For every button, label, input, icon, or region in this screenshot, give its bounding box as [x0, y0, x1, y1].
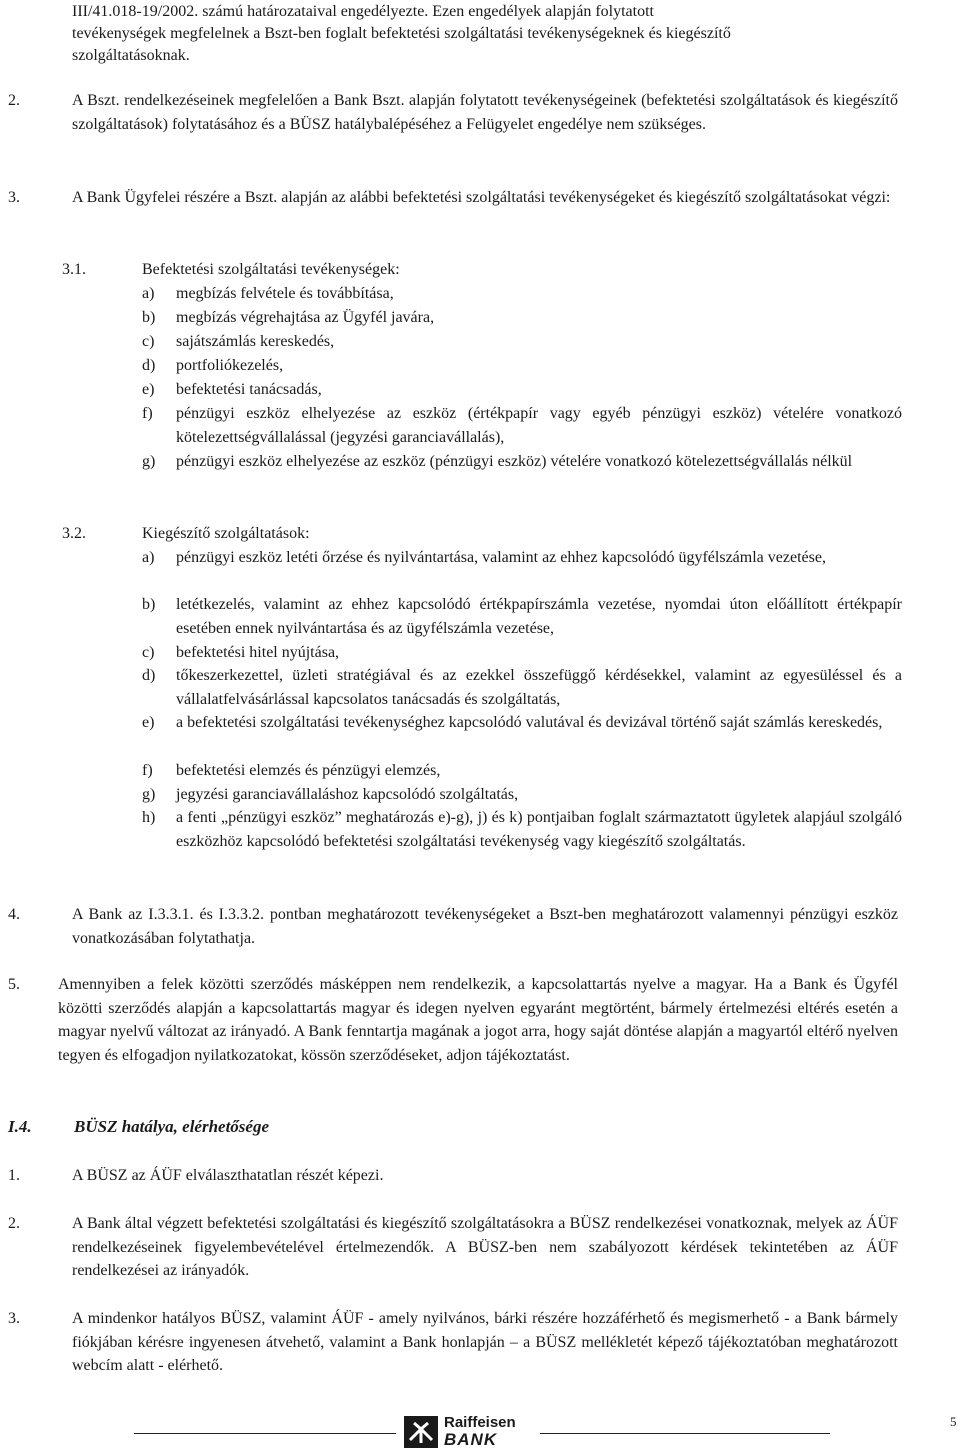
item-text: A mindenkor hatályos BÜSZ, valamint ÁÜF - amely nyilvános, bárki részére hozzáférhető és megismerhető - a Bank bármely fiókjában kérésre ingyenesen átvehető, valamint a Bank honlapján – a BÜSZ mellékletét képező tájékoztatóban meghatározott webcím alatt - elérhető. — [72, 1310, 898, 1374]
list-text: portfoliókezelés, — [176, 357, 284, 374]
list-label: c) — [142, 333, 155, 350]
list-item — [142, 783, 902, 807]
list-item — [142, 593, 902, 640]
list-item — [142, 759, 902, 783]
item-number: 3. — [8, 189, 20, 206]
list-text: a fenti „pénzügyi eszköz” meghatározás e)-g), j) és k) pontjaiban foglalt származtatott ügyletek alapjául szolgáló eszközhöz kapcsolódó befektetési szolgáltatási tevékenység vagy kiegészítő szolgáltatás. — [176, 809, 902, 850]
item-text: A Bank által végzett befektetési szolgáltatási és kiegészítő szolgáltatásokra a BÜSZ rendelkezései vonatkoznak, melyek az ÁÜF rendelkezéseinek figyelembevételével értelmezendők. A BÜSZ-ben nem szabályozott kérdések tekintetében az ÁÜF rendelkezései az irányadók. — [72, 1215, 898, 1279]
list-text: megbízás végrehajtása az Ügyfél javára, — [176, 309, 435, 326]
list-text: tőkeszerkezettel, üzleti stratégiával és az ezekkel összefüggő kérdésekkel, valamint az egyesüléssel és a vállalatfelvásárlással kapcsolatos tanácsadás és szolgáltatás, — [176, 667, 902, 708]
list-item — [142, 330, 902, 354]
intro-line-3: szolgáltatásoknak. — [72, 47, 190, 64]
subsection-number: 3.2. — [62, 525, 86, 542]
list-label: e) — [142, 381, 155, 398]
list-label: h) — [142, 809, 156, 826]
list-text: letétkezelés, valamint az ehhez kapcsolódó értékpapírszámla vezetése, nyomdai úton előállított értékpapír esetében ennek nyilvántartása és az ügyfélszámla vezetése, — [176, 596, 902, 637]
item-text: Amennyiben a felek közötti szerződés másképpen nem rendelkezik, a kapcsolattartás nyelve a magyar. Ha a Bank és Ügyfél közötti szerződés alapján a kapcsolattartás magyar és idegen nyelven egyaránt megtörtént, bármely értelmezési eltérés esetén a magyar nyelvű változat az irányadó. A Bank fenntartja magának a jogot arra, hogy saját döntése alapján a magyartól eltérő nyelven tegyen és elfogadjon nyilatkozatokat, kössön szerződéseket, adjon tájékoztatást. — [58, 976, 898, 1064]
list-label: c) — [142, 644, 155, 661]
list-text: sajátszámlás kereskedés, — [176, 333, 335, 350]
item-number: 2. — [8, 1215, 20, 1232]
list-label: g) — [142, 453, 156, 470]
section-title: BÜSZ hatálya, elérhetősége — [74, 1117, 270, 1136]
list-label: a) — [142, 285, 155, 302]
logo-line-1: Raiffeisen — [444, 1414, 516, 1431]
subsection-title: Kiegészítő szolgáltatások: — [142, 525, 310, 542]
section-number: I.4. — [8, 1117, 32, 1136]
list-item — [142, 664, 902, 711]
list-label: d) — [142, 667, 156, 684]
item-number: 1. — [8, 1167, 20, 1184]
list-label: d) — [142, 357, 156, 374]
raiffeisen-logo — [404, 1414, 536, 1450]
logo-line-2: BANK — [444, 1430, 498, 1449]
list-item — [142, 282, 902, 306]
subsection-title: Befektetési szolgáltatási tevékenységek: — [142, 261, 400, 278]
list-label: e) — [142, 714, 155, 731]
gable-cross-icon — [404, 1416, 438, 1448]
list-item — [142, 354, 902, 378]
list-item — [142, 402, 902, 449]
list-text: befektetési hitel nyújtása, — [176, 644, 340, 661]
list-item — [142, 378, 902, 402]
list-text: befektetési elemzés és pénzügyi elemzés, — [176, 762, 441, 779]
list-item — [142, 306, 902, 330]
logo-wordmark — [444, 1414, 516, 1448]
item-text: A Bank Ügyfelei részére a Bszt. alapján az alábbi befektetési szolgáltatási tevékenységeket és kiegészítő szolgáltatásokat végzi: — [72, 189, 891, 206]
list-label: f) — [142, 762, 153, 779]
subsection-number: 3.1. — [62, 261, 86, 278]
intro-line-2: tevékenységek megfelelnek a Bszt-ben foglalt befektetési szolgáltatási tevékenységeknek és kiegészítő — [72, 25, 731, 42]
list-label: a) — [142, 549, 155, 566]
list-item — [142, 711, 902, 735]
list-text: megbízás felvétele és továbbítása, — [176, 285, 394, 302]
footer-rule-left — [134, 1433, 396, 1434]
item-number: 4. — [8, 906, 20, 923]
list-item — [142, 806, 902, 853]
list-label: b) — [142, 309, 156, 326]
footer-rule-right — [540, 1433, 830, 1434]
list-item — [142, 641, 902, 665]
item-number: 5. — [8, 976, 20, 993]
intro-line-1: III/41.018-19/2002. számú határozataival engedélyezte. Ezen engedélyek alapján folytatott — [72, 3, 654, 20]
list-item — [142, 450, 902, 474]
list-label: g) — [142, 786, 156, 803]
item-number: 3. — [8, 1310, 20, 1327]
item-number: 2. — [8, 92, 20, 109]
list-text: jegyzési garanciavállaláshoz kapcsolódó szolgáltatás, — [176, 786, 519, 803]
list-text: a befektetési szolgáltatási tevékenységhez kapcsolódó valutával és devizával történő saját számlás kereskedés, — [176, 714, 883, 731]
list-item — [142, 546, 902, 570]
page-number: 5 — [950, 1414, 957, 1429]
list-text: pénzügyi eszköz elhelyezése az eszköz (pénzügyi eszköz) vételére vonatkozó kötelezettségvállalás nélkül — [176, 453, 853, 470]
item-text: A Bszt. rendelkezéseinek megfelelően a Bank Bszt. alapján folytatott tevékenységeinek (befektetési szolgáltatások és kiegészítő szolgáltatások) folytatásához és a BÜSZ hatálybalépéséhez a Felügyelet engedélye nem szükséges. — [72, 92, 898, 133]
item-text: A BÜSZ az ÁÜF elválaszthatatlan részét képezi. — [72, 1167, 384, 1184]
item-text: A Bank az I.3.3.1. és I.3.3.2. pontban meghatározott tevékenységeket a Bszt-ben meghatározott valamennyi pénzügyi eszköz vonatkozásában folytathatja. — [72, 906, 898, 947]
list-text: pénzügyi eszköz elhelyezése az eszköz (értékpapír vagy egyéb pénzügyi eszköz) vételére vonatkozó kötelezettségvállalással (jegyzési garanciavállalás), — [176, 405, 902, 446]
list-label: b) — [142, 596, 156, 613]
list-text: befektetési tanácsadás, — [176, 381, 322, 398]
list-label: f) — [142, 405, 153, 422]
list-text: pénzügyi eszköz letéti őrzése és nyilvántartása, valamint az ehhez kapcsolódó ügyfélszámla vezetése, — [176, 549, 826, 566]
